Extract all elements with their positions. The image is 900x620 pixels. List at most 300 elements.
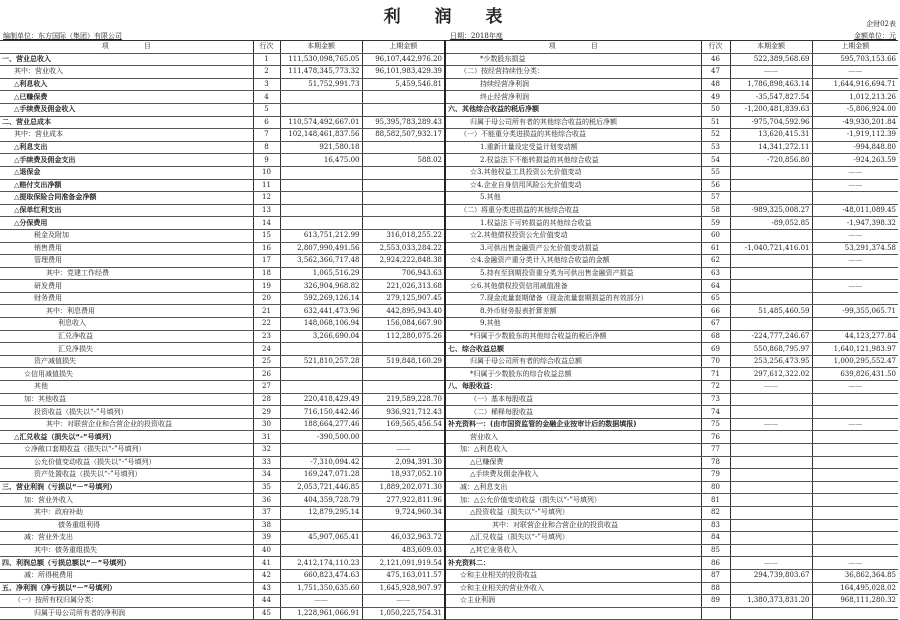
row-current-amount (730, 582, 812, 595)
currency-unit: 金额单位：元 (854, 32, 896, 40)
row-prior-amount (812, 292, 898, 305)
row-line-number: 71 (701, 368, 730, 381)
row-prior-amount: 156,084,667.90 (362, 318, 445, 331)
row-item-label: （一）不能重分类进损益的其他综合收益 (445, 129, 701, 142)
row-line-number: 84 (701, 532, 730, 545)
row-prior-amount: 164,495,028.02 (812, 582, 898, 595)
row-line-number: 66 (701, 305, 730, 318)
row-prior-amount (812, 267, 898, 280)
row-prior-amount (812, 506, 898, 519)
row-current-amount: —— (730, 418, 812, 431)
row-item-label: 资产处置收益（损失以“-”号填列） (0, 469, 253, 482)
row-prior-amount: 1,889,202,071.30 (362, 481, 445, 494)
row-prior-amount: —— (812, 557, 898, 570)
row-item-label: 7.现金流量套期储备（现金流量套期损益的有效部分） (445, 292, 701, 305)
row-current-amount: 110,574,492,667.01 (280, 116, 362, 129)
row-current-amount (280, 179, 362, 192)
row-current-amount (730, 456, 812, 469)
table-row (0, 103, 898, 116)
row-current-amount (280, 343, 362, 356)
row-prior-amount: 519,848,160.29 (362, 355, 445, 368)
row-current-amount: 111,478,345,773.32 (280, 66, 362, 79)
row-item-label: ☆2.其他债权投资公允价值变动 (445, 229, 701, 242)
row-current-amount: 111,530,098,765.05 (280, 53, 362, 66)
row-line-number: 35 (253, 481, 280, 494)
row-prior-amount (362, 217, 445, 230)
table-row (0, 66, 898, 79)
row-line-number: 55 (701, 166, 730, 179)
row-item-label: ☆3.其他权益工具投资公允价值变动 (445, 166, 701, 179)
row-item-label: 四、利润总额（亏损总额以“－”号填列） (0, 557, 253, 570)
row-prior-amount (362, 431, 445, 444)
row-prior-amount (812, 318, 898, 331)
row-item-label: 其中：对联营企业和合营企业的投资收益 (445, 519, 701, 532)
row-line-number: 16 (253, 242, 280, 255)
row-line-number: 14 (253, 217, 280, 230)
row-current-amount: -1,040,721,416.01 (730, 242, 812, 255)
row-item-label: 终止经营净利润 (445, 91, 701, 104)
row-current-amount: —— (280, 595, 362, 608)
col-header-prior-right: 上期金额 (812, 41, 898, 54)
table-row (0, 217, 898, 230)
row-item-label: 其中：营业收入 (0, 66, 253, 79)
row-line-number: 63 (701, 267, 730, 280)
row-line-number: 80 (701, 481, 730, 494)
row-current-amount (730, 544, 812, 557)
row-prior-amount: —— (812, 418, 898, 431)
row-current-amount (280, 381, 362, 394)
row-current-amount: 1,751,350,635.60 (280, 582, 362, 595)
row-prior-amount: 88,582,507,932.17 (362, 129, 445, 142)
table-row (0, 305, 898, 318)
row-prior-amount: -1,947,398.32 (812, 217, 898, 230)
row-current-amount (280, 103, 362, 116)
row-current-amount: -975,704,592.96 (730, 116, 812, 129)
row-line-number: 24 (253, 343, 280, 356)
row-line-number: 79 (701, 469, 730, 482)
row-prior-amount: 46,032,963.72 (362, 532, 445, 545)
row-current-amount: -390,500.00 (280, 431, 362, 444)
row-item-label: △投资收益（损失以“-”号填列） (445, 506, 701, 519)
row-item-label: 加：△公允价值变动收益（损失以“-”号填列） (445, 494, 701, 507)
row-current-amount (730, 255, 812, 268)
row-line-number: 89 (701, 595, 730, 608)
table-row (0, 532, 898, 545)
row-current-amount: 3,562,366,717.48 (280, 255, 362, 268)
row-current-amount (730, 532, 812, 545)
row-item-label: △退保金 (0, 166, 253, 179)
row-prior-amount (362, 343, 445, 356)
income-statement-table (0, 40, 898, 620)
row-line-number: 33 (253, 456, 280, 469)
row-current-amount: 921,580.18 (280, 141, 362, 154)
row-current-amount: 169,247,071.28 (280, 469, 362, 482)
row-prior-amount (362, 166, 445, 179)
col-header-current-right: 本期金额 (730, 41, 812, 54)
row-item-label: *归属于少数股东的综合收益总额 (445, 368, 701, 381)
row-line-number: 44 (253, 595, 280, 608)
row-item-label: △手续费及佣金收入 (0, 103, 253, 116)
row-line-number: 40 (253, 544, 280, 557)
row-current-amount: -989,325,008.27 (730, 204, 812, 217)
row-current-amount: 632,441,473.96 (280, 305, 362, 318)
row-item-label: 3.可供出售金融资产公允价值变动损益 (445, 242, 701, 255)
row-line-number: 18 (253, 267, 280, 280)
row-item-label: （一）按所有权归属分类： (0, 595, 253, 608)
row-current-amount (280, 217, 362, 230)
row-prior-amount: —— (812, 381, 898, 394)
row-item-label: 其中：利息费用 (0, 305, 253, 318)
row-prior-amount (362, 381, 445, 394)
row-item-label: 9.其他 (445, 318, 701, 331)
row-current-amount: 16,475.00 (280, 154, 362, 167)
row-current-amount: 660,823,474.63 (280, 569, 362, 582)
row-line-number: 27 (253, 381, 280, 394)
row-current-amount: 51,752,991.73 (280, 78, 362, 91)
table-header-row (0, 41, 898, 54)
row-prior-amount: 2,553,033,284.22 (362, 242, 445, 255)
row-current-amount: 148,068,106.94 (280, 318, 362, 331)
row-item-label: *少数股东损益 (445, 53, 701, 66)
row-line-number: 8 (253, 141, 280, 154)
row-current-amount: 2,053,721,446.85 (280, 481, 362, 494)
table-row (0, 582, 898, 595)
row-prior-amount (812, 544, 898, 557)
row-line-number: 70 (701, 355, 730, 368)
row-line-number: 22 (253, 318, 280, 331)
table-row (0, 166, 898, 179)
row-prior-amount: -994,848.80 (812, 141, 898, 154)
row-item-label: 归属于母公司所有者的综合收益总额 (445, 355, 701, 368)
row-line-number: 21 (253, 305, 280, 318)
row-current-amount: 45,907,065.41 (280, 532, 362, 545)
row-line-number: 82 (701, 506, 730, 519)
row-prior-amount: 316,018,255.22 (362, 229, 445, 242)
row-prior-amount: 2,924,222,848.38 (362, 255, 445, 268)
row-current-amount (280, 519, 362, 532)
row-prior-amount (812, 431, 898, 444)
row-prior-amount: 1,000,295,552.47 (812, 355, 898, 368)
row-line-number: 41 (253, 557, 280, 570)
row-item-label: ☆4.金融资产重分类计入其他综合收益的金额 (445, 255, 701, 268)
row-current-amount: 1,786,898,463.14 (730, 78, 812, 91)
table-row (0, 154, 898, 167)
table-row (0, 607, 898, 620)
row-line-number: 86 (701, 557, 730, 570)
row-item-label: 三、营业利润（亏损以“－”号填列） (0, 481, 253, 494)
row-prior-amount: 5,459,546.81 (362, 78, 445, 91)
row-line-number: 78 (701, 456, 730, 469)
table-row (0, 242, 898, 255)
table-row (0, 192, 898, 205)
row-prior-amount: 1,050,225,754.31 (362, 607, 445, 620)
row-current-amount (730, 292, 812, 305)
row-line-number: 53 (701, 141, 730, 154)
row-item-label: 资产减值损失 (0, 355, 253, 368)
row-line-number: 56 (701, 179, 730, 192)
row-item-label: 归属于母公司所有者的净利润 (0, 607, 253, 620)
row-line-number: 26 (253, 368, 280, 381)
row-line-number: 47 (701, 66, 730, 79)
row-line-number: 64 (701, 280, 730, 293)
row-item-label: ☆主业利润 (445, 595, 701, 608)
row-item-label: （二）按经营持续性分类： (445, 66, 701, 79)
row-item-label: 汇兑净收益 (0, 330, 253, 343)
row-prior-amount (362, 192, 445, 205)
col-header-item: 项 目 (0, 41, 253, 54)
row-item-label: ☆信用减值损失 (0, 368, 253, 381)
table-row (0, 494, 898, 507)
row-prior-amount: 279,125,907.45 (362, 292, 445, 305)
row-current-amount (730, 318, 812, 331)
table-row (0, 569, 898, 582)
row-current-amount: —— (730, 66, 812, 79)
row-line-number: 25 (253, 355, 280, 368)
row-item-label: 八、每股收益： (445, 381, 701, 394)
row-item-label: 1.权益法下可转损益的其他综合收益 (445, 217, 701, 230)
row-current-amount: 220,418,429.49 (280, 393, 362, 406)
row-line-number: 30 (253, 418, 280, 431)
row-item-label: 管理费用 (0, 255, 253, 268)
row-line-number: 46 (701, 53, 730, 66)
table-row (0, 292, 898, 305)
row-prior-amount: —— (812, 179, 898, 192)
row-line-number: 13 (253, 204, 280, 217)
row-prior-amount: -99,355,065.71 (812, 305, 898, 318)
row-item-label: △手续费及佣金净收入 (445, 469, 701, 482)
row-prior-amount (362, 519, 445, 532)
row-item-label: △其它业务收入 (445, 544, 701, 557)
row-item-label: △汇兑收益（损失以“-”号填列） (0, 431, 253, 444)
table-row (0, 267, 898, 280)
row-item-label: 减：营业外支出 (0, 532, 253, 545)
row-current-amount (730, 267, 812, 280)
row-prior-amount: -49,930,201.84 (812, 116, 898, 129)
row-prior-amount: 221,026,313.68 (362, 280, 445, 293)
row-line-number: 58 (701, 204, 730, 217)
row-prior-amount: 277,922,811.96 (362, 494, 445, 507)
company-name: 编制单位：东方国际（集团）有限公司 (3, 32, 122, 40)
table-row (0, 129, 898, 142)
row-prior-amount (362, 91, 445, 104)
table-row (0, 78, 898, 91)
row-item-label: 加：其他收益 (0, 393, 253, 406)
row-item-label: 归属于母公司所有者的其他综合收益的税后净额 (445, 116, 701, 129)
row-item-label: 其中：党建工作经费 (0, 267, 253, 280)
row-current-amount (730, 280, 812, 293)
row-line-number: 43 (253, 582, 280, 595)
row-current-amount (280, 91, 362, 104)
row-item-label: *归属于少数股东的其他综合收益的税后净额 (445, 330, 701, 343)
row-line-number: 50 (701, 103, 730, 116)
row-line-number: 48 (701, 78, 730, 91)
row-line-number: 20 (253, 292, 280, 305)
row-item-label: 利息收入 (0, 318, 253, 331)
row-current-amount (280, 192, 362, 205)
row-item-label: 二、营业总成本 (0, 116, 253, 129)
row-line-number: 83 (701, 519, 730, 532)
row-prior-amount: 112,280,075.26 (362, 330, 445, 343)
row-current-amount (280, 544, 362, 557)
col-header-line: 行次 (253, 41, 280, 54)
row-line-number: 5 (253, 103, 280, 116)
row-line-number: 87 (701, 569, 730, 582)
table-row (0, 116, 898, 129)
row-item-label: △手续费及佣金支出 (0, 154, 253, 167)
row-current-amount: 1,380,373,831.20 (730, 595, 812, 608)
row-prior-amount: 53,291,374.58 (812, 242, 898, 255)
table-row (0, 544, 898, 557)
row-item-label: 税金及附加 (0, 229, 253, 242)
row-line-number: 36 (253, 494, 280, 507)
row-line-number: 61 (701, 242, 730, 255)
report-period: 日期：2018年度 (450, 32, 503, 40)
row-item-label: ☆和主业相关的投资收益 (445, 569, 701, 582)
row-item-label: 加：△利息收入 (445, 444, 701, 457)
row-line-number: 62 (701, 255, 730, 268)
table-row (0, 179, 898, 192)
row-current-amount: —— (730, 381, 812, 394)
table-row (0, 355, 898, 368)
row-prior-amount: 639,826,431.50 (812, 368, 898, 381)
row-prior-amount: —— (812, 66, 898, 79)
row-item-label: 一、营业总收入 (0, 53, 253, 66)
row-line-number: 52 (701, 129, 730, 142)
row-current-amount (280, 166, 362, 179)
row-item-label: 1.重新计量设定受益计划变动额 (445, 141, 701, 154)
row-line-number: 34 (253, 469, 280, 482)
row-item-label: 公允价值变动收益（损失以“-”号填列） (0, 456, 253, 469)
row-prior-amount: 1,645,928,907.97 (362, 582, 445, 595)
row-line-number: 76 (701, 431, 730, 444)
row-line-number: 73 (701, 393, 730, 406)
row-prior-amount (362, 141, 445, 154)
row-current-amount: -720,856.80 (730, 154, 812, 167)
row-prior-amount: 219,589,228.70 (362, 393, 445, 406)
row-line-number: 39 (253, 532, 280, 545)
row-current-amount: 522,389,568.69 (730, 53, 812, 66)
row-current-amount: 1,065,516.29 (280, 267, 362, 280)
row-prior-amount: 588.02 (362, 154, 445, 167)
row-line-number: 2 (253, 66, 280, 79)
row-prior-amount: —— (812, 166, 898, 179)
row-item-label: 8.外币财务报表折算差额 (445, 305, 701, 318)
row-current-amount: 297,612,322.02 (730, 368, 812, 381)
table-row (0, 343, 898, 356)
row-prior-amount: 706,943.63 (362, 267, 445, 280)
row-line-number: 54 (701, 154, 730, 167)
row-line-number: 75 (701, 418, 730, 431)
row-current-amount: 2,412,174,110.23 (280, 557, 362, 570)
row-line-number: 9 (253, 154, 280, 167)
row-item-label: （二）稀释每股收益 (445, 406, 701, 419)
row-prior-amount: 475,163,011.57 (362, 569, 445, 582)
row-item-label: 其中：营业成本 (0, 129, 253, 142)
row-prior-amount: —— (812, 229, 898, 242)
row-current-amount (730, 519, 812, 532)
row-current-amount (730, 229, 812, 242)
row-prior-amount: 44,123,277.84 (812, 330, 898, 343)
row-current-amount: 716,150,442.46 (280, 406, 362, 419)
table-row (0, 53, 898, 66)
row-prior-amount: -924,263.59 (812, 154, 898, 167)
table-row (0, 330, 898, 343)
table-row (0, 255, 898, 268)
row-current-amount: 1,228,961,066.91 (280, 607, 362, 620)
row-line-number: 57 (701, 192, 730, 205)
row-line-number: 12 (253, 192, 280, 205)
table-row (0, 418, 898, 431)
row-current-amount: —— (730, 557, 812, 570)
row-item-label: 七、综合收益总额 (445, 343, 701, 356)
row-current-amount: 253,256,473.95 (730, 355, 812, 368)
row-item-label: 补充资料二： (445, 557, 701, 570)
row-item-label: 六、其他综合收益的税后净额 (445, 103, 701, 116)
row-current-amount: -1,200,481,839.63 (730, 103, 812, 116)
table-row (0, 368, 898, 381)
row-item-label: 销售费用 (0, 242, 253, 255)
table-row (0, 481, 898, 494)
row-item-label: 减：△利息支出 (445, 481, 701, 494)
col-header-item-right: 项 目 (445, 41, 701, 54)
row-line-number: 88 (701, 582, 730, 595)
row-current-amount (730, 469, 812, 482)
row-prior-amount: 483,609.03 (362, 544, 445, 557)
row-item-label: 投资收益（损失以“-”号填列） (0, 406, 253, 419)
row-prior-amount: 936,921,712.43 (362, 406, 445, 419)
table-row (0, 91, 898, 104)
row-line-number: 19 (253, 280, 280, 293)
table-row (0, 381, 898, 394)
table-row (0, 406, 898, 419)
row-line-number: 77 (701, 444, 730, 457)
row-line-number: 31 (253, 431, 280, 444)
row-current-amount (730, 179, 812, 192)
row-current-amount (730, 166, 812, 179)
row-prior-amount: 96,107,442,976.20 (362, 53, 445, 66)
row-item-label: 五、净利润（净亏损以“－”号填列） (0, 582, 253, 595)
row-line-number: 65 (701, 292, 730, 305)
row-current-amount: -35,547,827.54 (730, 91, 812, 104)
row-current-amount (730, 406, 812, 419)
row-current-amount: 3,266,690.04 (280, 330, 362, 343)
row-prior-amount (812, 532, 898, 545)
row-line-number: 49 (701, 91, 730, 104)
row-item-label: 财务费用 (0, 292, 253, 305)
row-line-number: 59 (701, 217, 730, 230)
row-line-number: 45 (253, 607, 280, 620)
row-item-label: ☆4.企业自身信用风险公允价值变动 (445, 179, 701, 192)
row-prior-amount: —— (812, 255, 898, 268)
row-item-label: 加：营业外收入 (0, 494, 253, 507)
row-line-number: 4 (253, 91, 280, 104)
row-current-amount: 294,739,803.67 (730, 569, 812, 582)
row-item-label: △汇兑收益（损失以“-”号填列） (445, 532, 701, 545)
row-prior-amount: 1,644,916,694.71 (812, 78, 898, 91)
row-current-amount: 521,810,257.28 (280, 355, 362, 368)
row-prior-amount (812, 192, 898, 205)
row-prior-amount: 595,703,153.66 (812, 53, 898, 66)
row-line-number: 42 (253, 569, 280, 582)
row-current-amount: -224,777,246.67 (730, 330, 812, 343)
row-prior-amount: 169,565,456.54 (362, 418, 445, 431)
row-item-label: △分保费用 (0, 217, 253, 230)
row-line-number: 51 (701, 116, 730, 129)
row-item-label: ☆净敞口套期收益（损失以“-”号填列） (0, 444, 253, 457)
row-prior-amount (812, 456, 898, 469)
table-row (0, 393, 898, 406)
row-prior-amount: -48,011,089.45 (812, 204, 898, 217)
